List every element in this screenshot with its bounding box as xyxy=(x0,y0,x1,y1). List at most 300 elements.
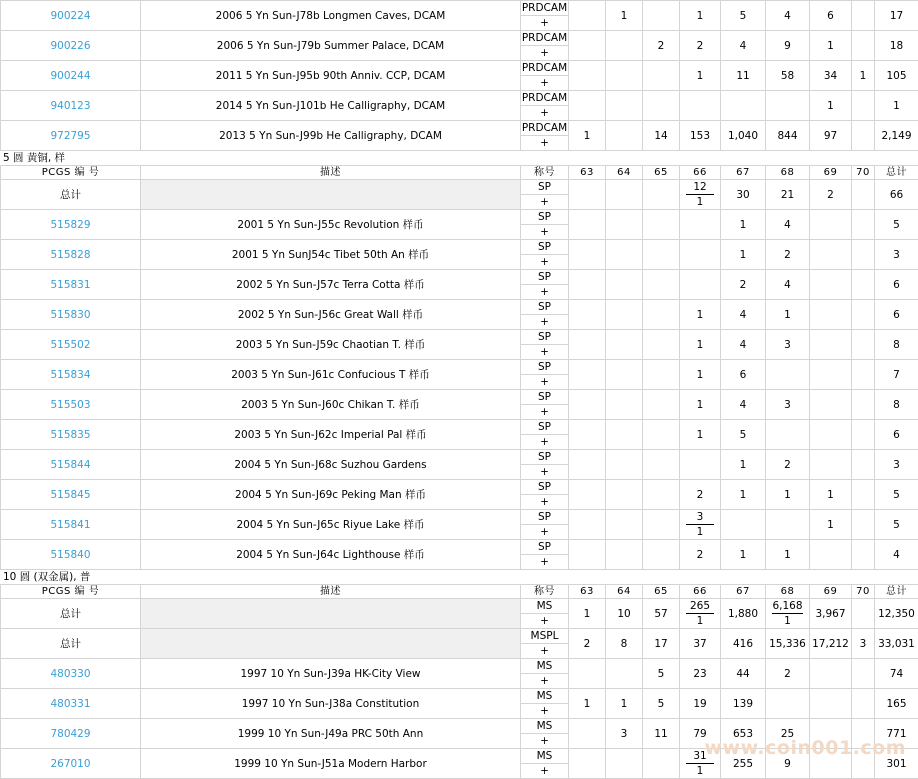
grade-63-count xyxy=(569,420,606,450)
grade-65-count xyxy=(643,1,680,31)
proof-dcam-table xyxy=(0,0,918,151)
grade-63-count: 1 xyxy=(569,121,606,151)
coin-description: 1999 10 Yn Sun-J49a PRC 50th Ann xyxy=(141,719,521,749)
grade-67-count: 5 xyxy=(721,1,766,31)
grade-plus-mark: + xyxy=(521,46,569,61)
coin-description: 2004 5 Yn Sun-J65c Riyue Lake 样币 xyxy=(141,510,521,540)
grade-plus-mark: + xyxy=(521,76,569,91)
grade-69-count xyxy=(810,270,852,300)
grade-65-count xyxy=(643,749,680,779)
grade-66: 2 xyxy=(680,480,721,510)
grade-64-count xyxy=(606,270,643,300)
grade-68: 15,336 xyxy=(766,629,810,659)
pcgs-number-link[interactable]: 515844 xyxy=(1,450,141,480)
grade-designation: PRDCAM xyxy=(521,61,569,76)
coin-description: 1997 10 Yn Sun-J38a Constitution xyxy=(141,689,521,719)
grade-70-count xyxy=(852,1,875,31)
header-grade-69: 69 xyxy=(810,585,852,599)
grade-designation: MS xyxy=(521,599,569,614)
grade-69-count: 1 xyxy=(810,31,852,61)
grade-designation: MS xyxy=(521,689,569,704)
coin-description: 2003 5 Yn Sun-J60c Chikan T. 样币 xyxy=(141,390,521,420)
grade-plus-mark: + xyxy=(521,16,569,31)
grade-67-count: 44 xyxy=(721,659,766,689)
grade-69-count: 1 xyxy=(810,510,852,540)
grade-66-count-main: 265 xyxy=(686,599,714,614)
grade-68: 9 xyxy=(766,31,810,61)
grade-69-count xyxy=(810,540,852,570)
grade-64-count xyxy=(606,540,643,570)
coin-description: 2003 5 Yn Sun-J61c Confucious T 样币 xyxy=(141,360,521,390)
total-count: 74 xyxy=(875,659,918,689)
total-count: 5 xyxy=(875,210,918,240)
grade-68: 4 xyxy=(766,1,810,31)
pcgs-number-link[interactable]: 900244 xyxy=(1,61,141,91)
grade-65-count xyxy=(643,450,680,480)
grade-64-count xyxy=(606,240,643,270)
grade-66: 23 xyxy=(680,659,721,689)
grade-67-count: 416 xyxy=(721,629,766,659)
table-row xyxy=(1,240,918,255)
grade-69-count xyxy=(810,450,852,480)
grade-63-count xyxy=(569,510,606,540)
grade-68: 4 xyxy=(766,210,810,240)
total-count: 33,031 xyxy=(875,629,918,659)
total-count: 5 xyxy=(875,510,918,540)
grade-69-count xyxy=(810,659,852,689)
grade-68: 1 xyxy=(766,480,810,510)
grade-64-count xyxy=(606,61,643,91)
summary-description-blank xyxy=(141,629,521,659)
coin-description: 2004 5 Yn Sun-J69c Peking Man 样币 xyxy=(141,480,521,510)
grade-65-count: 2 xyxy=(643,31,680,61)
grade-66-count-main: 3 xyxy=(686,510,714,525)
grade-65-count: 14 xyxy=(643,121,680,151)
grade-63-count xyxy=(569,240,606,270)
header-grade-67: 67 xyxy=(721,585,766,599)
grade-64-count: 3 xyxy=(606,719,643,749)
table-row xyxy=(1,270,918,285)
header-pcgs-number: PCGS 编 号 xyxy=(1,585,141,599)
grade-67-count: 5 xyxy=(721,420,766,450)
table-row xyxy=(1,540,918,555)
header-grade-68: 68 xyxy=(766,585,810,599)
total-count: 1 xyxy=(875,91,918,121)
coin-description: 2004 5 Yn Sun-J64c Lighthouse 样币 xyxy=(141,540,521,570)
pcgs-number-link[interactable]: 515829 xyxy=(1,210,141,240)
grade-66: 1 xyxy=(680,360,721,390)
grade-67-count: 2 xyxy=(721,270,766,300)
grade-68: 844 xyxy=(766,121,810,151)
grade-66: 79 xyxy=(680,719,721,749)
coin-description: 2003 5 Yn Sun-J62c Imperial Pal 样币 xyxy=(141,420,521,450)
grade-designation: SP xyxy=(521,450,569,465)
grade-64-count xyxy=(606,180,643,210)
grade-68: 21 xyxy=(766,180,810,210)
grade-68 xyxy=(766,91,810,121)
grade-67-count: 1 xyxy=(721,210,766,240)
header-grade-64: 64 xyxy=(606,585,643,599)
header-description: 描述 xyxy=(141,585,521,599)
coin-description: 2004 5 Yn Sun-J68c Suzhou Gardens xyxy=(141,450,521,480)
grade-plus-mark: + xyxy=(521,764,569,779)
pcgs-number-link[interactable]: 515830 xyxy=(1,300,141,330)
grade-70-count xyxy=(852,31,875,61)
total-count: 771 xyxy=(875,719,918,749)
total-count: 105 xyxy=(875,61,918,91)
grade-65-count: 11 xyxy=(643,719,680,749)
grade-65-count xyxy=(643,510,680,540)
coin-description: 2002 5 Yn Sun-J56c Great Wall 样币 xyxy=(141,300,521,330)
table-row xyxy=(1,420,918,435)
grade-63-count xyxy=(569,480,606,510)
grade-plus-mark: + xyxy=(521,674,569,689)
grade-67-count: 4 xyxy=(721,300,766,330)
site-watermark: www.coin001.com xyxy=(704,737,906,759)
grade-plus-mark: + xyxy=(521,525,569,540)
total-count: 6 xyxy=(875,420,918,450)
grade-plus-mark: + xyxy=(521,405,569,420)
table-row xyxy=(1,31,918,46)
grade-70-count xyxy=(852,270,875,300)
grade-plus-mark: + xyxy=(521,255,569,270)
table-row xyxy=(1,510,918,525)
table-row xyxy=(1,390,918,405)
grade-63-count xyxy=(569,390,606,420)
grade-65-count xyxy=(643,330,680,360)
pcgs-number-link[interactable]: 515503 xyxy=(1,390,141,420)
pcgs-number-link[interactable]: 515834 xyxy=(1,360,141,390)
pcgs-number-link[interactable]: 515845 xyxy=(1,480,141,510)
grade-70-count xyxy=(852,510,875,540)
grade-plus-mark: + xyxy=(521,106,569,121)
grade-63-count xyxy=(569,1,606,31)
grade-69-count xyxy=(810,390,852,420)
grade-plus-mark: + xyxy=(521,225,569,240)
grade-64-count xyxy=(606,121,643,151)
grade-designation: SP xyxy=(521,330,569,345)
total-count: 6 xyxy=(875,270,918,300)
grade-70-count xyxy=(852,480,875,510)
grade-69-count xyxy=(810,689,852,719)
grade-69-count xyxy=(810,360,852,390)
grade-63-count xyxy=(569,659,606,689)
grade-70-count xyxy=(852,689,875,719)
grade-64-count xyxy=(606,480,643,510)
header-designation: 称号 xyxy=(521,585,569,599)
grade-66-count-plus: 1 xyxy=(680,614,720,628)
grade-65-count xyxy=(643,270,680,300)
grade-68: 2 xyxy=(766,240,810,270)
grade-67-count: 6 xyxy=(721,360,766,390)
grade-66: 153 xyxy=(680,121,721,151)
table-row xyxy=(1,689,918,704)
grade-69-count: 6 xyxy=(810,1,852,31)
grade-plus-mark: + xyxy=(521,345,569,360)
pcgs-number-link[interactable]: 515840 xyxy=(1,540,141,570)
header-total: 总计 xyxy=(875,585,918,599)
pcgs-number-link[interactable]: 515502 xyxy=(1,330,141,360)
table-row xyxy=(1,210,918,225)
summary-label: 总计 xyxy=(1,180,141,210)
grade-69-count xyxy=(810,420,852,450)
grade-63-count xyxy=(569,330,606,360)
grade-66: 1 xyxy=(680,330,721,360)
grade-63-count xyxy=(569,749,606,779)
header-designation: 称号 xyxy=(521,166,569,180)
grade-64-count xyxy=(606,300,643,330)
grade-64-count xyxy=(606,91,643,121)
grade-70-count xyxy=(852,360,875,390)
total-count: 165 xyxy=(875,689,918,719)
grade-68 xyxy=(766,360,810,390)
grade-plus-mark: + xyxy=(521,315,569,330)
pcgs-number-link[interactable]: 900226 xyxy=(1,31,141,61)
grade-63-count xyxy=(569,540,606,570)
grade-63-count xyxy=(569,270,606,300)
header-grade-63: 63 xyxy=(569,585,606,599)
table-row xyxy=(1,450,918,465)
pcgs-number-link[interactable]: 267010 xyxy=(1,749,141,779)
grade-designation: PRDCAM xyxy=(521,91,569,106)
table-row xyxy=(1,91,918,106)
grade-63-count: 2 xyxy=(569,629,606,659)
grade-designation: PRDCAM xyxy=(521,31,569,46)
grade-64-count: 10 xyxy=(606,599,643,629)
total-count: 2,149 xyxy=(875,121,918,151)
grade-69-count: 34 xyxy=(810,61,852,91)
grade-64-count xyxy=(606,390,643,420)
grade-63-count xyxy=(569,360,606,390)
grade-64-count xyxy=(606,510,643,540)
grade-65-count xyxy=(643,240,680,270)
table-row xyxy=(1,480,918,495)
coin-description: 2003 5 Yn Sun-J59c Chaotian T. 样币 xyxy=(141,330,521,360)
grade-66: 19 xyxy=(680,689,721,719)
grade-66: 2 xyxy=(680,31,721,61)
grade-designation: SP xyxy=(521,420,569,435)
total-count: 3 xyxy=(875,240,918,270)
grade-63-count xyxy=(569,180,606,210)
grade-70-count xyxy=(852,210,875,240)
grade-64-count: 1 xyxy=(606,689,643,719)
grade-69-count: 3,967 xyxy=(810,599,852,629)
grade-plus-mark: + xyxy=(521,734,569,749)
summary-label: 总计 xyxy=(1,629,141,659)
total-count: 6 xyxy=(875,300,918,330)
grade-66 xyxy=(680,210,721,240)
grade-64-count xyxy=(606,210,643,240)
grade-66: 2 xyxy=(680,540,721,570)
summary-row xyxy=(1,180,918,195)
grade-66: 1 xyxy=(680,300,721,330)
grade-70-count: 1 xyxy=(852,61,875,91)
header-grade-65: 65 xyxy=(643,585,680,599)
header-grade-66: 66 xyxy=(680,585,721,599)
header-pcgs-number: PCGS 编 号 xyxy=(1,166,141,180)
grade-64-count xyxy=(606,450,643,480)
grade-67-count: 4 xyxy=(721,330,766,360)
pcgs-number-link[interactable]: 515835 xyxy=(1,420,141,450)
grade-63-count xyxy=(569,719,606,749)
column-header-row xyxy=(1,166,918,180)
pcgs-number-link[interactable]: 515841 xyxy=(1,510,141,540)
grade-67-count: 1,040 xyxy=(721,121,766,151)
grade-70-count xyxy=(852,180,875,210)
grade-63-count xyxy=(569,210,606,240)
coin-description: 2014 5 Yn Sun-J101b He Calligraphy, DCAM xyxy=(141,91,521,121)
grade-70-count xyxy=(852,91,875,121)
grade-designation: SP xyxy=(521,390,569,405)
grade-66: 1 xyxy=(680,1,721,31)
grade-63-count xyxy=(569,300,606,330)
grade-63-count: 1 xyxy=(569,599,606,629)
grade-67-count: 1 xyxy=(721,240,766,270)
grade-designation: SP xyxy=(521,510,569,525)
grade-69-count: 1 xyxy=(810,91,852,121)
grade-designation: SP xyxy=(521,270,569,285)
summary-label: 总计 xyxy=(1,599,141,629)
grade-70-count xyxy=(852,121,875,151)
grade-65-count: 5 xyxy=(643,659,680,689)
pcgs-number-link[interactable]: 515831 xyxy=(1,270,141,300)
grade-designation: MSPL xyxy=(521,629,569,644)
header-grade-64: 64 xyxy=(606,166,643,180)
grade-64-count xyxy=(606,659,643,689)
table-row xyxy=(1,659,918,674)
grade-67-count: 11 xyxy=(721,61,766,91)
header-grade-70: 70 xyxy=(852,585,875,599)
grade-69-count: 2 xyxy=(810,180,852,210)
header-grade-67: 67 xyxy=(721,166,766,180)
header-grade-66: 66 xyxy=(680,166,721,180)
total-count: 4 xyxy=(875,540,918,570)
grade-designation: MS xyxy=(521,749,569,764)
grade-designation: SP xyxy=(521,240,569,255)
grade-63-count: 1 xyxy=(569,689,606,719)
grade-67-count: 1 xyxy=(721,540,766,570)
grade-69-count xyxy=(810,240,852,270)
grade-designation: SP xyxy=(521,210,569,225)
grade-70-count xyxy=(852,450,875,480)
grade-64-count xyxy=(606,749,643,779)
grade-66 xyxy=(680,270,721,300)
coin-description: 2001 5 Yn Sun-J55c Revolution 样币 xyxy=(141,210,521,240)
grade-designation: SP xyxy=(521,300,569,315)
grade-65-count xyxy=(643,540,680,570)
table-row xyxy=(1,61,918,76)
grade-plus-mark: + xyxy=(521,435,569,450)
grade-66-count-plus: 1 xyxy=(680,195,720,209)
total-count: 3 xyxy=(875,450,918,480)
grade-68: 2 xyxy=(766,659,810,689)
table-row xyxy=(1,121,918,136)
grade-65-count xyxy=(643,210,680,240)
pcgs-number-link[interactable]: 515828 xyxy=(1,240,141,270)
grade-70-count xyxy=(852,599,875,629)
table-row xyxy=(1,360,918,375)
grade-68: 4 xyxy=(766,270,810,300)
grade-68: 3 xyxy=(766,390,810,420)
section-title-bimetal-ms: 10 圆 (双金属), 普 xyxy=(0,570,918,584)
total-count: 5 xyxy=(875,480,918,510)
grade-68: 3 xyxy=(766,330,810,360)
grade-67-count: 1 xyxy=(721,480,766,510)
grade-68-count-main: 6,168 xyxy=(772,599,803,614)
grade-66: 1 xyxy=(680,420,721,450)
pcgs-number-link[interactable]: 900224 xyxy=(1,1,141,31)
total-count: 18 xyxy=(875,31,918,61)
grade-66 xyxy=(680,450,721,480)
grade-plus-mark: + xyxy=(521,195,569,210)
grade-66-count-plus: 1 xyxy=(680,525,720,539)
grade-designation: SP xyxy=(521,180,569,195)
grade-67-count xyxy=(721,510,766,540)
grade-69-count: 17,212 xyxy=(810,629,852,659)
summary-description-blank xyxy=(141,180,521,210)
pcgs-number-link[interactable]: 972795 xyxy=(1,121,141,151)
grade-67-count: 1,880 xyxy=(721,599,766,629)
grade-70-count xyxy=(852,540,875,570)
grade-69-count: 1 xyxy=(810,480,852,510)
pcgs-number-link[interactable]: 780429 xyxy=(1,719,141,749)
grade-69-count xyxy=(810,300,852,330)
grade-plus-mark: + xyxy=(521,375,569,390)
grade-70-count xyxy=(852,300,875,330)
pcgs-number-link[interactable]: 480331 xyxy=(1,689,141,719)
grade-designation: MS xyxy=(521,659,569,674)
header-total: 总计 xyxy=(875,166,918,180)
grade-67-count: 255 xyxy=(721,749,766,779)
grade-designation: SP xyxy=(521,540,569,555)
header-grade-69: 69 xyxy=(810,166,852,180)
grade-66 xyxy=(680,599,721,629)
grade-63-count xyxy=(569,31,606,61)
coin-description: 1999 10 Yn Sun-J51a Modern Harbor xyxy=(141,749,521,779)
grade-67-count xyxy=(721,91,766,121)
total-count: 66 xyxy=(875,180,918,210)
grade-64-count xyxy=(606,420,643,450)
grade-70-count: 3 xyxy=(852,629,875,659)
grade-65-count xyxy=(643,420,680,450)
grade-65-count xyxy=(643,180,680,210)
grade-70-count xyxy=(852,330,875,360)
grade-designation: MS xyxy=(521,719,569,734)
total-count: 7 xyxy=(875,360,918,390)
grade-68: 25 xyxy=(766,719,810,749)
grade-64-count: 8 xyxy=(606,629,643,659)
grade-64-count xyxy=(606,31,643,61)
grade-65-count: 57 xyxy=(643,599,680,629)
grade-66: 1 xyxy=(680,390,721,420)
grade-65-count xyxy=(643,360,680,390)
coin-description: 2001 5 Yn SunJ54c Tibet 50th An 样币 xyxy=(141,240,521,270)
grade-63-count xyxy=(569,91,606,121)
pcgs-number-link[interactable]: 940123 xyxy=(1,91,141,121)
grade-64-count: 1 xyxy=(606,1,643,31)
grade-68 xyxy=(766,599,810,629)
pcgs-number-link[interactable]: 480330 xyxy=(1,659,141,689)
grade-66-count-main: 31 xyxy=(686,749,714,764)
grade-68 xyxy=(766,510,810,540)
header-grade-70: 70 xyxy=(852,166,875,180)
grade-70-count xyxy=(852,240,875,270)
grade-65-count xyxy=(643,390,680,420)
grade-66-count-main: 12 xyxy=(686,180,714,195)
coin-description: 2002 5 Yn Sun-J57c Terra Cotta 样币 xyxy=(141,270,521,300)
grade-plus-mark: + xyxy=(521,465,569,480)
grade-67-count: 4 xyxy=(721,31,766,61)
